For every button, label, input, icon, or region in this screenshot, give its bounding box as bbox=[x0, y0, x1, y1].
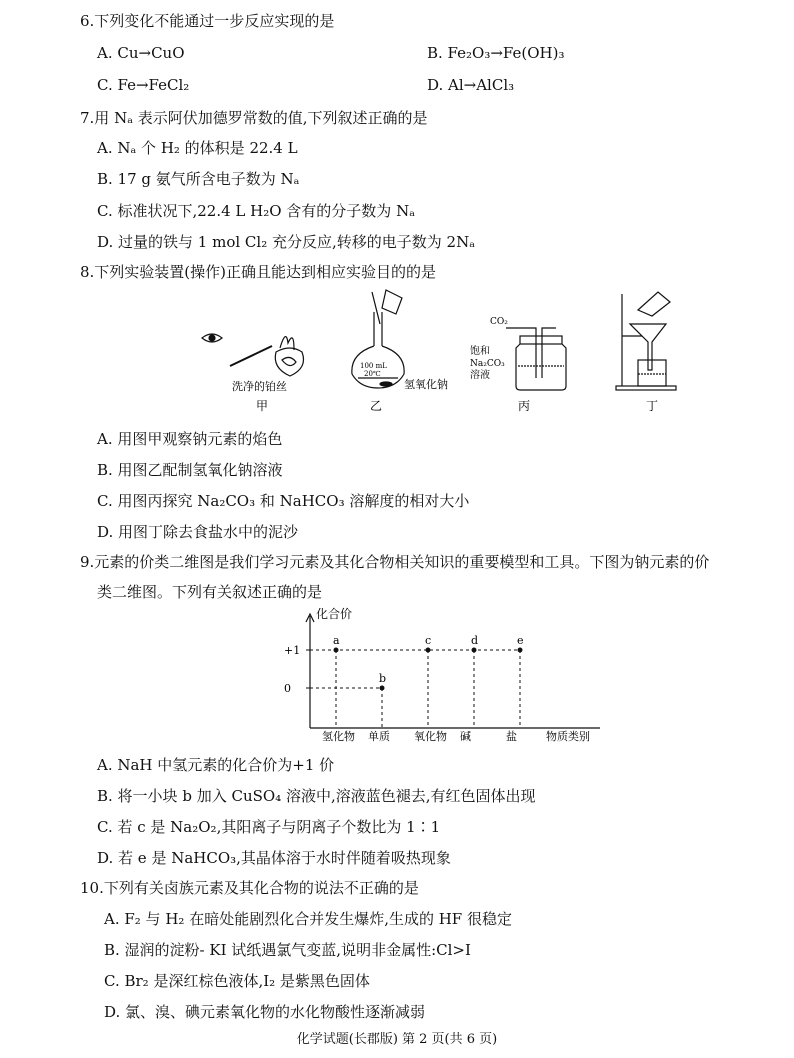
x-tick-label-1: 单质 bbox=[368, 730, 390, 743]
q7-stem: 7.用 Nₐ 表示阿伏加德罗常数的值,下列叙述正确的是 bbox=[80, 109, 428, 127]
x-tick-label-4: 盐 bbox=[506, 730, 517, 743]
point-label-d: d bbox=[471, 634, 479, 647]
q7-option-b: B. 17 g 氨气所含电子数为 Nₐ bbox=[97, 170, 300, 188]
q6-option-b: B. Fe₂O₃→Fe(OH)₃ bbox=[427, 44, 565, 62]
q9-stem-line1: 9.元素的价类二维图是我们学习元素及其化合物相关知识的重要模型和工具。下图为钠元素的价 bbox=[80, 553, 710, 571]
point-label-e: e bbox=[517, 634, 524, 647]
x-tick-label-0: 氢化物 bbox=[322, 730, 355, 743]
apparatus-jia bbox=[202, 334, 304, 376]
q6-stem: 6.下列变化不能通过一步反应实现的是 bbox=[80, 12, 335, 30]
q6-option-a: A. Cu→CuO bbox=[97, 44, 185, 62]
q9-option-a: A. NaH 中氢元素的化合价为+1 价 bbox=[97, 756, 335, 774]
fig-jia-caption: 甲 bbox=[256, 399, 269, 413]
point-d bbox=[472, 648, 477, 653]
q8-apparatus-figure bbox=[190, 288, 690, 418]
q7-option-a: A. Nₐ 个 H₂ 的体积是 22.4 L bbox=[97, 139, 298, 157]
q10-option-b: B. 湿润的淀粉- KI 试纸遇氯气变蓝,说明非金属性:Cl>I bbox=[104, 941, 471, 959]
point-label-c: c bbox=[425, 634, 432, 647]
apparatus-ding bbox=[616, 292, 676, 390]
fig-yi-flask-volume: 100 mL bbox=[360, 362, 387, 370]
q6-option-d: D. Al→AlCl₃ bbox=[427, 76, 515, 94]
q9-option-c: C. 若 c 是 Na₂O₂,其阳离子与阴离子个数比为 1∶1 bbox=[97, 818, 441, 836]
q9-valence-class-chart bbox=[270, 604, 610, 744]
q8-stem: 8.下列实验装置(操作)正确且能达到相应实验目的的是 bbox=[80, 263, 437, 281]
point-c bbox=[426, 648, 431, 653]
chart-ylabel: 化合价 bbox=[316, 607, 353, 621]
point-a bbox=[334, 648, 339, 653]
fig-bing-caption: 丙 bbox=[518, 399, 531, 413]
q10-stem: 10.下列有关卤族元素及其化合物的说法不正确的是 bbox=[80, 879, 419, 897]
page-footer: 化学试题(长郡版) 第 2 页(共 6 页) bbox=[296, 1032, 498, 1047]
point-label-b: b bbox=[379, 672, 387, 685]
y-tick-label-0: +1 bbox=[284, 644, 301, 657]
q9-stem-line2: 类二维图。下列有关叙述正确的是 bbox=[97, 583, 323, 601]
fig-bing-label-2: Na₂CO₃ bbox=[470, 359, 505, 369]
chart-xlabel: 物质类别 bbox=[546, 730, 590, 743]
q10-option-c: C. Br₂ 是深红棕色液体,I₂ 是紫黑色固体 bbox=[104, 972, 370, 990]
q8-option-c: C. 用图丙探究 Na₂CO₃ 和 NaHCO₃ 溶解度的相对大小 bbox=[97, 492, 470, 510]
fig-yi-naoh-label: 氢氧化钠 bbox=[404, 378, 448, 391]
apparatus-bing bbox=[506, 328, 566, 390]
fig-bing-label-3: 溶液 bbox=[470, 370, 490, 381]
fig-bing-gas: CO₂ bbox=[490, 317, 508, 327]
q7-option-c: C. 标准状况下,22.4 L H₂O 含有的分子数为 Nₐ bbox=[97, 202, 415, 220]
fig-bing-label-1: 饱和 bbox=[470, 346, 490, 357]
y-tick-label-1: 0 bbox=[284, 682, 291, 695]
q9-option-b: B. 将一小块 b 加入 CuSO₄ 溶液中,溶液蓝色褪去,有红色固体出现 bbox=[97, 787, 536, 805]
point-b bbox=[380, 686, 385, 691]
fig-yi-caption: 乙 bbox=[370, 399, 383, 413]
q8-option-b: B. 用图乙配制氢氧化钠溶液 bbox=[97, 461, 283, 479]
q10-option-d: D. 氯、溴、碘元素氧化物的水化物酸性逐渐减弱 bbox=[104, 1003, 426, 1021]
q8-option-a: A. 用图甲观察钠元素的焰色 bbox=[97, 430, 283, 448]
fig-yi-flask-temp: 20℃ bbox=[364, 370, 381, 378]
point-label-a: a bbox=[333, 634, 340, 647]
q7-option-d: D. 过量的铁与 1 mol Cl₂ 充分反应,转移的电子数为 2Nₐ bbox=[97, 233, 475, 251]
x-tick-label-3: 碱 bbox=[460, 730, 471, 743]
q9-option-d: D. 若 e 是 NaHCO₃,其晶体溶于水时伴随着吸热现象 bbox=[97, 849, 451, 867]
point-e bbox=[518, 648, 523, 653]
q8-option-d: D. 用图丁除去食盐水中的泥沙 bbox=[97, 523, 299, 541]
x-tick-label-2: 氧化物 bbox=[414, 730, 447, 743]
fig-jia-wire-label: 洗净的铂丝 bbox=[232, 380, 287, 393]
q10-option-a: A. F₂ 与 H₂ 在暗处能剧烈化合并发生爆炸,生成的 HF 很稳定 bbox=[104, 910, 512, 928]
fig-ding-caption: 丁 bbox=[646, 399, 659, 413]
q6-option-c: C. Fe→FeCl₂ bbox=[97, 76, 190, 94]
